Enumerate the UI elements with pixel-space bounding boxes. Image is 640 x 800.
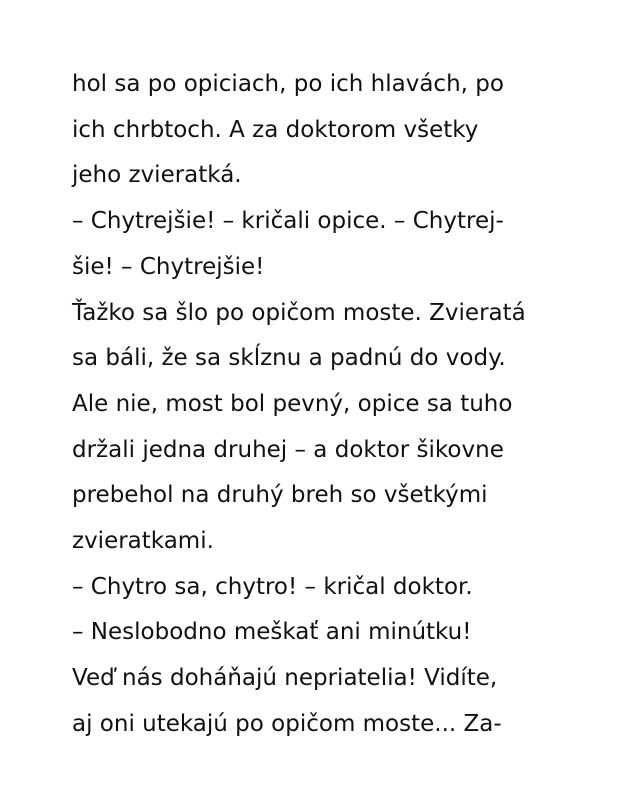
text-line: držali jedna druhej – a doktor šikovne [72,436,504,463]
text-line: zvieratkami. [72,528,214,555]
text-line: jeho zvieratká. [72,162,242,189]
text-line: ich chrbtoch. A za doktorom všetky [72,116,479,143]
text-line: hol sa po opiciach, po ich hlavách, po [72,71,504,97]
text-line: aj oni utekajú po opičom moste... Za- [72,710,502,737]
text-line: Ťažko sa šlo po opičom moste. Zvieratá [72,299,526,326]
text-line: – Neslobodno meškať ani minútku! [72,619,472,646]
text-line: Veď nás doháňajú nepriatelia! Vidíte, [72,665,498,692]
page-text [72,62,592,748]
text-line: – Chytro sa, chytro! – kričal doktor. [72,573,473,600]
text-line: Ale nie, most bol pevný, opice sa tuho [72,390,513,417]
text-line: šie! – Chytrejšie! [72,253,265,280]
text-line: sa báli, že sa skĺznu a padnú do vody. [72,345,506,372]
text-line: prebehol na druhý breh so všetkými [72,482,488,509]
text-line: – Chytrejšie! – kričali opice. – Chytrej- [72,208,504,235]
